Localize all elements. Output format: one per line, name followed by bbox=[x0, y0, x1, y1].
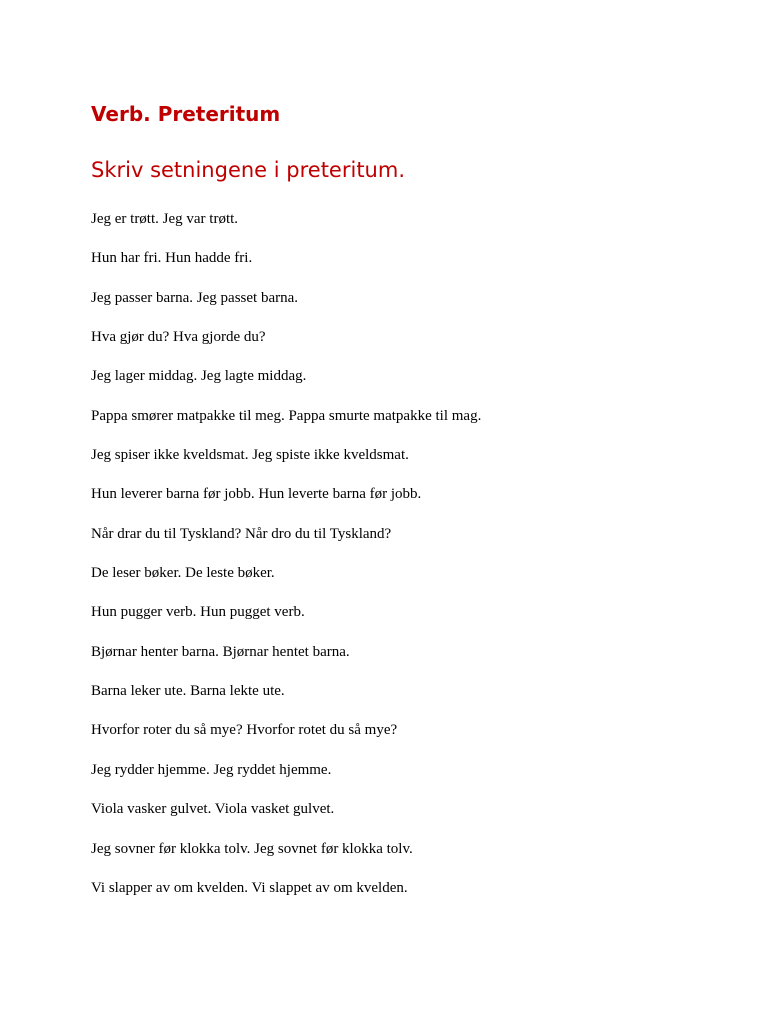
sentence-list bbox=[91, 207, 481, 915]
sentence-item: De leser bøker. De leste bøker. bbox=[91, 565, 275, 582]
sentence-item: Jeg er trøtt. Jeg var trøtt. bbox=[91, 211, 239, 227]
sentence-item: Hun leverer barna før jobb. Hun leverte barna før jobb. bbox=[91, 486, 422, 503]
sentence-item: Jeg passer barna. Jeg passet barna. bbox=[91, 289, 299, 306]
sentence-item: Jeg lager middag. Jeg lagte middag. bbox=[91, 368, 307, 385]
page-title: Verb. Preteritum bbox=[91, 102, 281, 126]
sentence-item: Bjørnar henter barna. Bjørnar hentet barna. bbox=[91, 643, 350, 660]
sentence-item: Viola vasker gulvet. Viola vasket gulvet. bbox=[91, 801, 335, 818]
sentence-item: Jeg rydder hjemme. Jeg ryddet hjemme. bbox=[91, 761, 332, 778]
instruction-heading: Skriv setningene i preteritum. bbox=[91, 158, 405, 182]
sentence-item: Når drar du til Tyskland? Når dro du til Tyskland? bbox=[91, 525, 392, 542]
sentence-item: Hun har fri. Hun hadde fri. bbox=[91, 250, 253, 267]
sentence-item: Pappa smører matpakke til meg. Pappa smurte matpakke til mag. bbox=[91, 407, 482, 424]
sentence-item: Hva gjør du? Hva gjorde du? bbox=[91, 329, 266, 346]
sentence-item: Jeg spiser ikke kveldsmat. Jeg spiste ikke kveldsmat. bbox=[91, 447, 409, 464]
sentence-item: Jeg sovner før klokka tolv. Jeg sovnet før klokka tolv. bbox=[91, 840, 413, 857]
sentence-item: Hvorfor roter du så mye? Hvorfor rotet du så mye? bbox=[91, 722, 398, 739]
sentence-item: Barna leker ute. Barna lekte ute. bbox=[91, 683, 285, 700]
sentence-item: Vi slapper av om kvelden. Vi slappet av om kvelden. bbox=[91, 879, 408, 896]
sentence-item: Hun pugger verb. Hun pugget verb. bbox=[91, 604, 305, 621]
